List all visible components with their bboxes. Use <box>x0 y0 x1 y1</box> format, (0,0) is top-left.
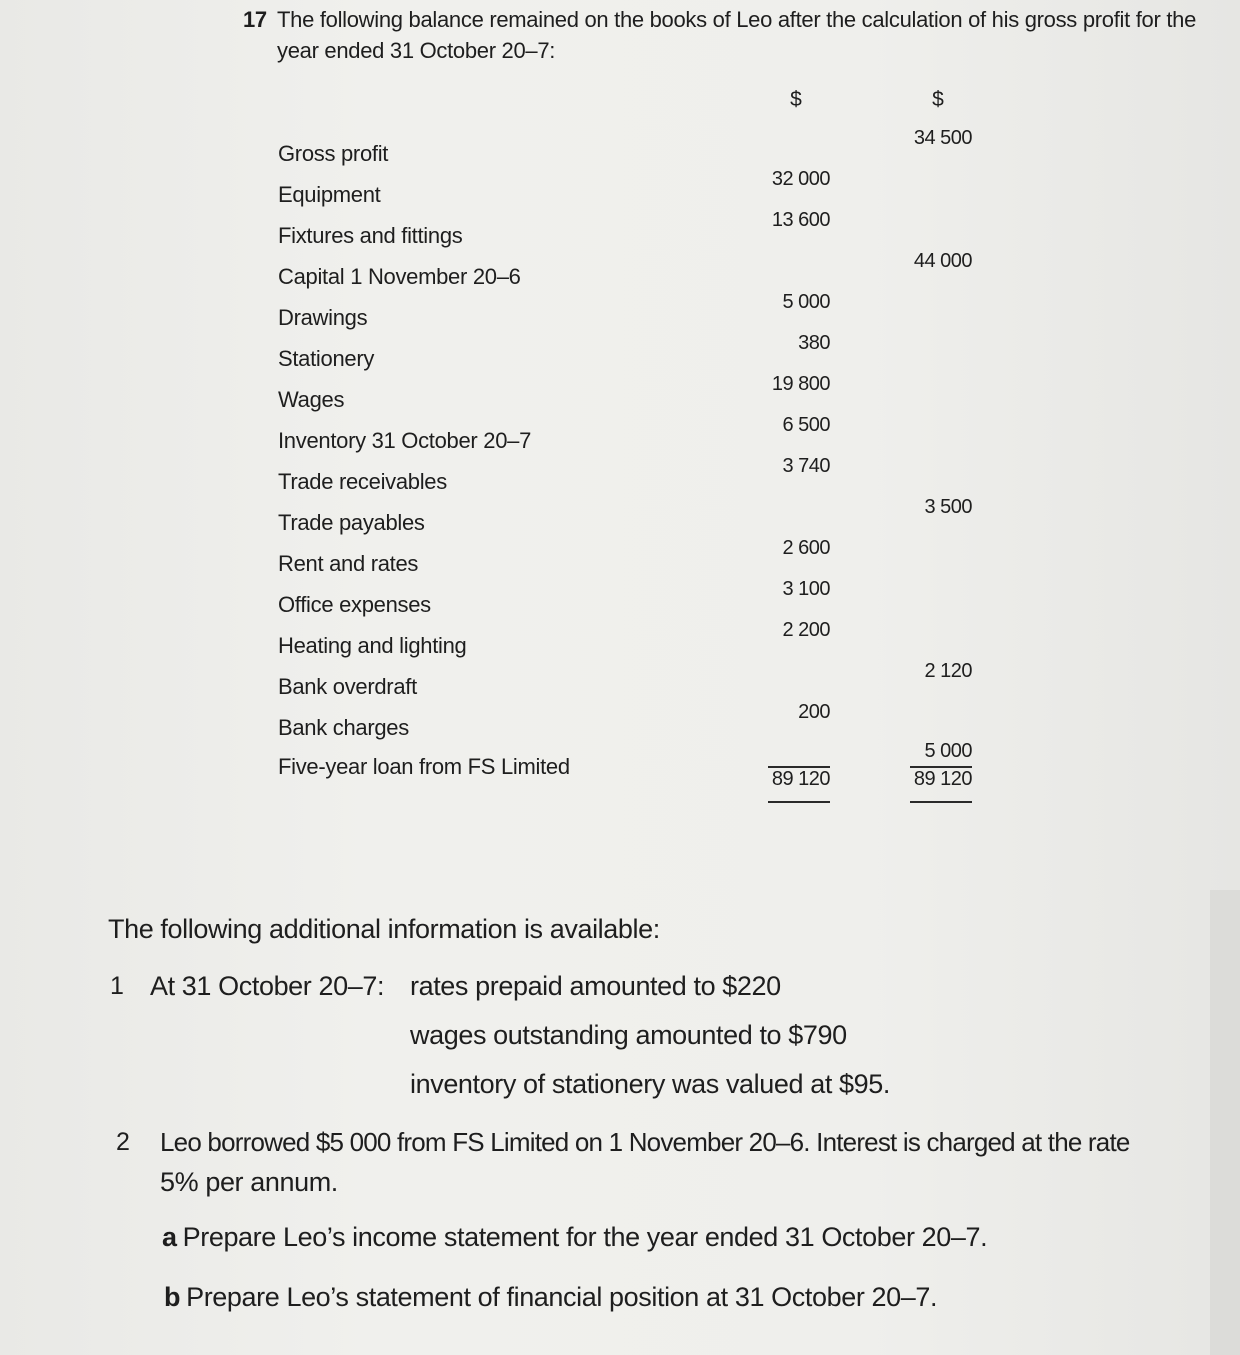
row-debit: 6 500 <box>782 414 830 436</box>
row-credit: 5 000 <box>924 740 972 762</box>
credit-total: 89 120 <box>913 768 972 790</box>
row-label: Trade receivables <box>278 469 447 494</box>
item-2-number: 2 <box>116 1128 130 1156</box>
balance-row <box>278 620 978 661</box>
row-label: Office expenses <box>278 592 431 617</box>
row-debit: 13 600 <box>771 209 830 231</box>
row-credit: 34 500 <box>913 127 972 149</box>
item-1-line: rates prepaid amounted to $220 <box>410 971 781 1001</box>
balance-row <box>278 128 978 169</box>
row-label: Equipment <box>278 182 381 207</box>
row-debit: 200 <box>798 701 830 723</box>
row-debit: 2 600 <box>782 537 830 559</box>
task-b-text: Prepare Leo’s statement of financial position at 31 October 20–7. <box>186 1282 938 1312</box>
row-label: Inventory 31 October 20–7 <box>278 428 531 453</box>
credit-column-heading: $ <box>932 88 944 111</box>
balance-row <box>278 538 978 579</box>
row-debit: 19 800 <box>771 373 830 395</box>
row-label: Wages <box>278 387 345 412</box>
task-a-text: Prepare Leo’s income statement for the year ended 31 October 20–7. <box>182 1222 988 1252</box>
row-label: Stationery <box>278 346 375 371</box>
balance-row <box>278 456 978 497</box>
row-label: Trade payables <box>278 510 425 535</box>
row-debit: 32 000 <box>771 168 830 190</box>
question-number: 17 <box>243 7 267 32</box>
item-1-intro: At 31 October 20–7: <box>150 971 385 1001</box>
balance-row <box>278 292 978 333</box>
row-debit: 5 000 <box>782 291 830 313</box>
row-label: Heating and lighting <box>278 633 467 658</box>
row-label: Drawings <box>278 305 368 330</box>
item-1-line: inventory of stationery was valued at $95. <box>410 1069 890 1099</box>
debit-total: 89 120 <box>771 768 830 790</box>
row-credit: 44 000 <box>913 250 972 272</box>
page-edge-shadow <box>1210 890 1240 1355</box>
row-label: Rent and rates <box>278 551 419 576</box>
task-b <box>164 1282 937 1313</box>
totals-row <box>278 760 978 810</box>
row-label: Bank charges <box>278 715 409 740</box>
balance-row <box>278 333 978 374</box>
row-debit: 3 100 <box>782 578 830 600</box>
row-debit: 3 740 <box>782 455 830 477</box>
row-label: Capital 1 November 20–6 <box>278 264 521 289</box>
balance-row <box>278 210 978 251</box>
item-1-number: 1 <box>110 972 124 1000</box>
balance-row <box>278 251 978 292</box>
debit-total-bottom-rule <box>768 801 830 803</box>
row-debit: 2 200 <box>782 619 830 641</box>
question-text: The following balance remained on the books of Leo after the calculation of his gross profit for the year ended 31 October 20–7: <box>277 7 1197 63</box>
row-label: Gross profit <box>278 141 389 166</box>
balance-row <box>278 579 978 620</box>
row-credit: 3 500 <box>924 496 972 518</box>
balance-row <box>278 661 978 702</box>
row-debit: 380 <box>798 332 830 354</box>
balance-row <box>278 497 978 538</box>
task-b-letter: b <box>164 1282 181 1312</box>
info-heading: The following additional information is available: <box>108 914 660 944</box>
row-label: Bank overdraft <box>278 674 417 699</box>
item-2-line: 5% per annum. <box>160 1167 338 1197</box>
balance-row <box>278 374 978 415</box>
task-a <box>162 1222 987 1253</box>
item-2-line: Leo borrowed $5 000 from FS Limited on 1 November 20–6. Interest is charged at the rate <box>160 1127 1130 1157</box>
item-1-line: wages outstanding amounted to $790 <box>410 1020 847 1050</box>
row-label: Fixtures and fittings <box>278 223 463 248</box>
row-credit: 2 120 <box>924 660 972 682</box>
balance-row <box>278 169 978 210</box>
row-label: Five-year loan from FS Limited <box>278 754 570 779</box>
balance-row <box>278 415 978 456</box>
credit-total-bottom-rule <box>910 801 972 803</box>
balance-row <box>278 702 978 743</box>
question-header <box>243 4 1233 66</box>
debit-column-heading: $ <box>790 88 802 111</box>
task-a-letter: a <box>162 1222 177 1252</box>
